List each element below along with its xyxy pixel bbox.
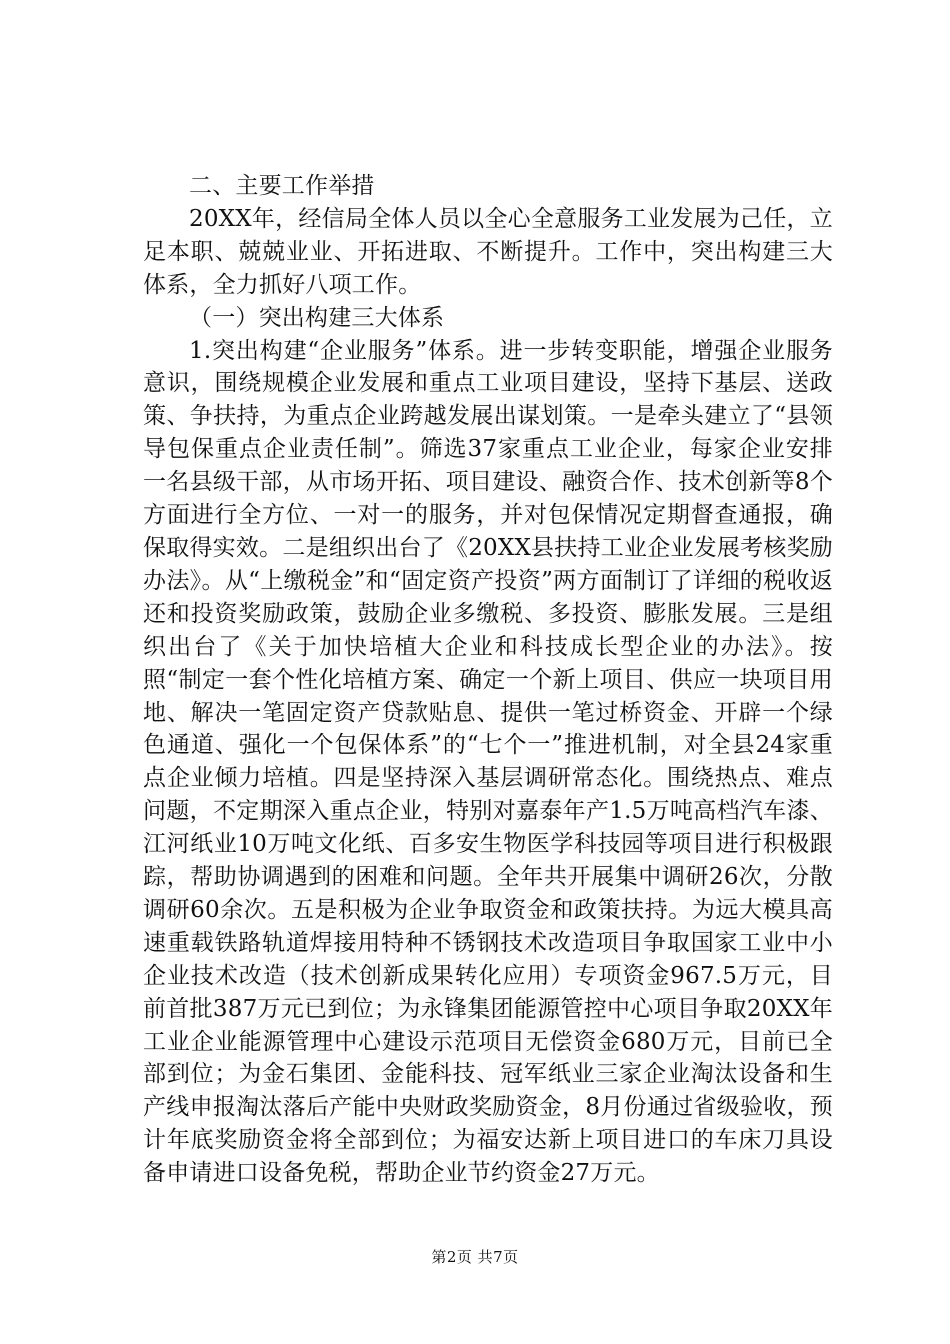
document-body bbox=[143, 170, 833, 1190]
main-paragraph: 1.突出构建“企业服务”体系。进一步转变职能，增强企业服务意识，围绕规模企业发展和重点工业项目建设，坚持下基层、送政策、争扶持，为重点企业跨越发展出谋划策。一是牵头建立了“县领导包保重点企业责任制”。筛选37家重点工业企业，每家企业安排一名县级干部，从市场开拓、项目建设、融资合作、技术创新等8个方面进行全方位、一对一的服务，并对包保情况定期督查通报，确保取得实效。二是组织出台了《20XX县扶持工业企业发展考核奖励办法》。从“上缴税金”和“固定资产投资”两方面制订了详细的税收返还和投资奖励政策，鼓励企业多缴税、多投资、膨胀发展。三是组织出台了《关于加快培植大企业和科技成长型企业的办法》。按照“制定一套个性化培植方案、确定一个新上项目、供应一块项目用地、解决一笔固定资产贷款贴息、提供一笔过桥资金、开辟一个绿色通道、强化一个包保体系”的“七个一”推进机制，对全县24家重点企业倾力培植。四是坚持深入基层调研常态化。围绕热点、难点问题，不定期深入重点企业，特别对嘉泰年产1.5万吨高档汽车漆、江河纸业10万吨文化纸、百多安生物医学科技园等项目进行积极跟踪，帮助协调遇到的困难和问题。全年共开展集中调研26次，分散调研60余次。五是积极为企业争取资金和政策扶持。为远大模具高速重载铁路轨道焊接用特种不锈钢技术改造项目争取国家工业中小企业技术改造（技术创新成果转化应用）专项资金967.5万元，目前首批387万元已到位；为永锋集团能源管控中心项目争取20XX年工业企业能源管理中心建设示范项目无偿资金680万元，目前已全部到位；为金石集团、金能科技、冠军纸业三家企业淘汰设备和生产线申报淘汰落后产能中央财政奖励资金，8月份通过省级验收，预计年底奖励资金将全部到位；为福安达新上项目进口的车床刀具设备申请进口设备免税，帮助企业节约资金27万元。 bbox=[143, 337, 833, 1187]
subsection-heading: （一）突出构建三大体系 bbox=[189, 304, 445, 331]
section-heading: 二、主要工作举措 bbox=[189, 173, 375, 199]
page-footer: 第2页 共7页 bbox=[431, 1248, 519, 1266]
intro-paragraph: 20XX年，经信局全体人员以全心全意服务工业发展为己任，立足本职、兢兢业业、开拓进取、不断提升。工作中，突出构建三大体系，全力抓好八项工作。 bbox=[143, 205, 833, 298]
